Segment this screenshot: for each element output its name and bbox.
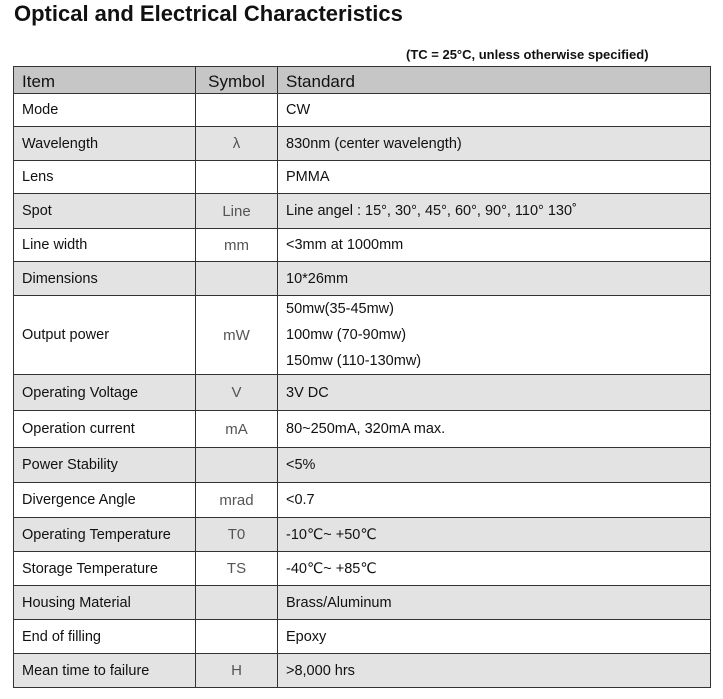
cell-symbol: mA (196, 411, 278, 448)
cell-symbol (196, 161, 278, 194)
cell-item: Operation current (14, 411, 196, 448)
table-row (14, 654, 711, 688)
standard-line: 830nm (center wavelength) (286, 135, 462, 152)
header-standard: Standard (278, 67, 711, 94)
standard-line: -10℃~ +50℃ (286, 526, 377, 543)
cell-item: Operating Voltage (14, 375, 196, 411)
cell-symbol: mrad (196, 483, 278, 518)
table-row (14, 194, 711, 229)
cell-item: Housing Material (14, 586, 196, 620)
table-row (14, 483, 711, 518)
cell-item: Line width (14, 229, 196, 262)
standard-line: <3mm at 1000mm (286, 237, 404, 253)
table-row (14, 127, 711, 161)
cell-item: End of filling (14, 620, 196, 654)
cell-item: Spot (14, 194, 196, 229)
standard-line: CW (286, 102, 311, 118)
table-row (14, 229, 711, 262)
cell-item: Lens (14, 161, 196, 194)
test-condition-note: (TC = 25°C, unless otherwise specified) (406, 47, 649, 62)
cell-symbol: Line (196, 194, 278, 229)
standard-line: Brass/Aluminum (286, 594, 392, 611)
cell-standard (278, 483, 711, 518)
standard-line: 3V DC (286, 384, 329, 401)
cell-symbol: T0 (196, 518, 278, 552)
cell-standard (278, 296, 711, 375)
table-row (14, 296, 711, 375)
cell-standard (278, 586, 711, 620)
cell-standard (278, 518, 711, 552)
cell-standard (278, 411, 711, 448)
standard-line: 80~250mA, 320mA max. (286, 421, 446, 437)
header-symbol: Symbol (196, 67, 278, 94)
table-row (14, 262, 711, 296)
cell-item: Wavelength (14, 127, 196, 161)
cell-standard (278, 94, 711, 127)
table-row (14, 448, 711, 483)
standard-line: 150mw (110-130mw) (286, 353, 422, 369)
cell-symbol: H (196, 654, 278, 688)
cell-standard (278, 620, 711, 654)
cell-standard (278, 194, 711, 229)
cell-standard (278, 375, 711, 411)
cell-symbol: mm (196, 229, 278, 262)
cell-item: Operating Temperature (14, 518, 196, 552)
cell-standard (278, 127, 711, 161)
standard-line: 50mw(35-45mw) (286, 301, 394, 317)
standard-line: -40℃~ +85℃ (286, 560, 377, 577)
cell-standard (278, 262, 711, 296)
standard-line: Epoxy (286, 628, 327, 645)
table-row (14, 620, 711, 654)
table-row (14, 552, 711, 586)
page-title: Optical and Electrical Characteristics (14, 1, 403, 26)
characteristics-table (13, 66, 711, 688)
standard-line: >8,000 hrs (286, 662, 355, 679)
cell-item: Mode (14, 94, 196, 127)
cell-symbol (196, 94, 278, 127)
cell-item: Storage Temperature (14, 552, 196, 586)
table-row (14, 411, 711, 448)
table-row (14, 161, 711, 194)
table-row (14, 586, 711, 620)
cell-symbol (196, 586, 278, 620)
cell-symbol: λ (196, 127, 278, 161)
standard-line: 100mw (70-90mw) (286, 327, 407, 343)
cell-item: Dimensions (14, 262, 196, 296)
standard-line: <0.7 (286, 492, 315, 508)
cell-standard (278, 448, 711, 483)
standard-line: 10*26mm (286, 270, 349, 287)
table-row (14, 375, 711, 411)
header-item: Item (14, 67, 196, 94)
table-row (14, 518, 711, 552)
cell-item: Output power (14, 296, 196, 375)
cell-standard (278, 229, 711, 262)
cell-symbol: TS (196, 552, 278, 586)
cell-symbol (196, 620, 278, 654)
standard-line: <5% (286, 457, 316, 473)
cell-item: Mean time to failure (14, 654, 196, 688)
cell-standard (278, 654, 711, 688)
cell-symbol (196, 262, 278, 296)
standard-line: PMMA (286, 169, 330, 185)
cell-symbol: mW (196, 296, 278, 375)
standard-line: Line angel : 15°, 30°, 45°, 60°, 90°, 110° 130˚ (286, 203, 577, 219)
table-row (14, 94, 711, 127)
cell-item: Power Stability (14, 448, 196, 483)
cell-item: Divergence Angle (14, 483, 196, 518)
table-header-row (14, 67, 711, 94)
cell-standard (278, 161, 711, 194)
cell-standard (278, 552, 711, 586)
cell-symbol (196, 448, 278, 483)
cell-symbol: V (196, 375, 278, 411)
